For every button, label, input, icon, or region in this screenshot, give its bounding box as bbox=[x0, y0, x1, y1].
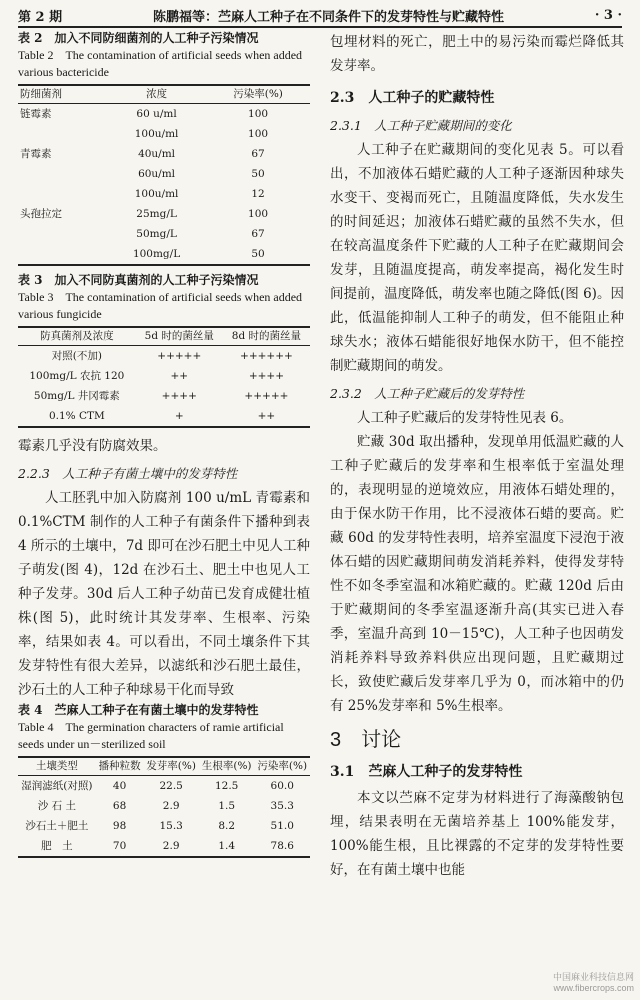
table-cell: 50mg/L 井冈霉素 bbox=[33, 390, 120, 402]
table-row bbox=[18, 184, 310, 204]
section-heading-3-1: 3.1 苎麻人工种子的发芽特性 bbox=[330, 764, 523, 780]
table-cell: 35.3 bbox=[270, 800, 294, 812]
paragraph: 人工胚乳中加入防腐剂 100 u/mL 青霉素和 0.1%CTM 制作的人工种子有菌条件下播种到表 4 所示的土壤中，7d 即可在沙石肥土中见人工种子萌发(图 4)，12d 在沙石土、肥土中也见人工种子发芽。30d 后人工种子幼苗已发育成健壮植株(图 5)，此时统计其发芽率、生根率、污染率，结果如表 4。可以看出，不同土壤条件下其发芽特性有很大差异，以滤纸和沙石肥土最佳，沙石土的人工种子种球易干化而导致 bbox=[18, 490, 310, 698]
table-row bbox=[18, 836, 310, 857]
table4-header-cell: 播种粒数 bbox=[96, 757, 144, 776]
table-cell: 100 bbox=[248, 108, 269, 120]
table-row bbox=[18, 796, 310, 816]
watermark bbox=[553, 972, 634, 994]
table-cell: 68 bbox=[112, 800, 127, 812]
table-cell: 15.3 bbox=[159, 820, 183, 832]
table-cell bbox=[18, 184, 107, 204]
table-cell: +++++ bbox=[157, 350, 202, 362]
table-cell: 50mg/L bbox=[136, 228, 177, 240]
table-cell: 98 bbox=[112, 820, 127, 832]
table-cell bbox=[18, 164, 107, 184]
table-cell bbox=[18, 224, 107, 244]
running-title: 陈鹏福等：苎麻人工种子在不同条件下的发芽特性与贮藏特性 bbox=[152, 9, 504, 25]
table2-header-cell: 污染率(%) bbox=[206, 85, 310, 104]
table-cell: 2.9 bbox=[143, 836, 199, 857]
section-heading-2-3: 2.3 人工种子的贮藏特性 bbox=[330, 90, 495, 106]
table3 bbox=[18, 326, 310, 428]
table-cell: 青霉素 bbox=[20, 148, 52, 160]
table4-caption-en: Table 4 The germination characters of ramie artificial seeds under un－sterilized soil bbox=[18, 720, 284, 751]
table-cell bbox=[18, 244, 107, 265]
paragraph: 贮藏 30d 取出播种，发现单用低温贮藏的人工种子贮藏后的发芽率和生根率低于室温处理的，表现明显的逆境效应，用液体石蜡处理的，由于保水防干作用，比不浸液体石蜡的要高。贮藏 60d 的发芽特性表明，培养室温度下浸泡于液体石蜡的因贮藏期间萌发消耗养料，使得发芽特性不如冬季室温和冰箱贮藏的。贮藏 120d 后由于贮藏期间的冬季室温逐渐升高(其实已进入春季，室温升高到 10－15℃)，人工种子也因萌发消耗养料导致养料供应出现问题，且贮藏期过长，致使贮藏后发芽率几乎为 0，而冰箱中的仍有 25%发芽率和 5%生根率。 bbox=[330, 434, 624, 714]
running-head bbox=[18, 4, 622, 28]
table4-caption-cn: 表 4 苎麻人工种子在有菌土壤中的发芽特性 bbox=[18, 703, 259, 717]
table-cell: 40u/ml bbox=[138, 148, 176, 160]
table-cell: ++ bbox=[170, 370, 189, 382]
table-cell: 50 bbox=[206, 244, 310, 265]
table-cell: 头孢拉定 bbox=[20, 208, 62, 220]
table-cell: 51.0 bbox=[270, 820, 294, 832]
table-cell: 1.5 bbox=[218, 800, 236, 812]
table-row bbox=[18, 366, 310, 386]
issue-number: 第 2 期 bbox=[18, 9, 63, 25]
table-cell: + bbox=[136, 406, 223, 427]
table-row bbox=[18, 224, 310, 244]
table-row bbox=[18, 386, 310, 406]
paragraph: 霉素几乎没有防腐效果。 bbox=[18, 438, 167, 454]
table-cell: 67 bbox=[251, 228, 265, 240]
table-cell: 70 bbox=[96, 836, 144, 857]
section-heading-3: 3 讨论 bbox=[330, 729, 402, 751]
table-cell: 60 u/ml bbox=[136, 108, 177, 120]
table-row bbox=[18, 346, 310, 367]
table4 bbox=[18, 756, 310, 858]
table-cell: 链霉素 bbox=[20, 108, 52, 120]
table4-header-cell: 污染率(%) bbox=[254, 757, 310, 776]
table-cell bbox=[18, 124, 107, 144]
table-cell: 40 bbox=[112, 780, 127, 792]
right-column bbox=[330, 30, 624, 882]
table2-header-row bbox=[18, 85, 310, 104]
table-row bbox=[18, 406, 310, 427]
table-cell: 湿润滤纸(对照) bbox=[21, 780, 93, 792]
table-row bbox=[18, 144, 310, 164]
section-heading-2-2-3: 2.2.3 人工种子有菌土壤中的发芽特性 bbox=[18, 466, 238, 481]
table-cell: 12.5 bbox=[214, 780, 239, 792]
table4-header-cell: 生根率(%) bbox=[199, 757, 255, 776]
watermark-site-name: 中国麻业科技信息网 bbox=[552, 972, 634, 982]
paragraph: 本文以苎麻不定芽为材料进行了海藻酸钠包埋，结果表明在无菌培养基上 100%能发芽，100%能生根，且比裸露的不定芽的发芽特性要好，在有菌土壤中也能 bbox=[330, 790, 624, 878]
table-cell: 2.9 bbox=[162, 800, 180, 812]
watermark-url: www.fibercrops.com bbox=[553, 983, 634, 993]
table4-header-cell: 土壤类型 bbox=[18, 757, 96, 776]
page-number: · 3 · bbox=[594, 7, 622, 23]
paragraph: 人工种子在贮藏期间的变化见表 5。可以看出，不加液体石蜡贮藏的人工种子逐渐因种球失水变干、变褐而死亡，且随温度降低，失水发生的时间延迟；加液体石蜡贮藏的虽然不失水，但在较高温度条件下贮藏的人工种子在贮藏期间会发芽，且随温度提高，萌发率提高，褐化发生时间提前，温度降低，萌发率也随之降低(图 6)。因此，低温能抑制人工种子的萌发，但不能阻止种球失水；液体石蜡能很好地保水防干，但不能控制贮藏期间的萌发。 bbox=[330, 142, 624, 374]
table3-header-cell: 8d 时的菌丝量 bbox=[223, 327, 310, 346]
section-heading-2-3-2: 2.3.2 人工种子贮藏后的发芽特性 bbox=[330, 386, 525, 401]
table-cell: ++++ bbox=[248, 370, 285, 382]
table-cell: 25mg/L bbox=[136, 208, 177, 220]
table-row bbox=[18, 164, 310, 184]
table-cell: 78.6 bbox=[254, 836, 310, 857]
table2-header-cell: 防细菌剂 bbox=[18, 85, 107, 104]
section-heading-2-3-1: 2.3.1 人工种子贮藏期间的变化 bbox=[330, 118, 512, 133]
table-cell: 100u/ml bbox=[134, 188, 179, 200]
table-row bbox=[18, 244, 310, 265]
table2-header-cell: 浓度 bbox=[107, 85, 206, 104]
table-cell: 100mg/L bbox=[107, 244, 206, 265]
table2 bbox=[18, 84, 310, 266]
table-row bbox=[18, 776, 310, 797]
table-cell: 100 bbox=[248, 128, 269, 140]
table-cell: 100 bbox=[248, 208, 269, 220]
table2-caption-cn: 表 2 加入不同防细菌剂的人工种子污染情况 bbox=[18, 31, 259, 45]
table-row bbox=[18, 204, 310, 224]
table-cell: 100mg/L 农抗 120 bbox=[29, 370, 125, 382]
table-cell: 8.2 bbox=[218, 820, 236, 832]
table-cell: 沙石土＋肥土 bbox=[25, 820, 89, 832]
table-cell: 22.5 bbox=[159, 780, 183, 792]
left-column bbox=[18, 30, 310, 864]
table-cell: 肥 土 bbox=[18, 836, 96, 857]
table-cell: 1.4 bbox=[199, 836, 255, 857]
table-cell: ++++ bbox=[161, 390, 197, 402]
table3-caption-en: Table 3 The contamination of artificial seeds when added various fungicide bbox=[18, 290, 303, 321]
table-cell: 100u/ml bbox=[134, 128, 179, 140]
table-cell: 50 bbox=[251, 168, 265, 180]
paragraph: 包埋材料的死亡，肥土中的易污染而霉烂降低其发芽率。 bbox=[330, 34, 624, 74]
table-cell: 12 bbox=[251, 188, 265, 200]
table-cell: 67 bbox=[251, 148, 265, 160]
table2-caption-en: Table 2 The contamination of artificial seeds when added various bactericide bbox=[18, 48, 303, 79]
table3-header-cell: 防真菌剂及浓度 bbox=[18, 327, 136, 346]
table-cell: 对照(不加) bbox=[51, 350, 102, 362]
table-cell: 60u/ml bbox=[138, 168, 176, 180]
table-cell: 沙 石 土 bbox=[37, 800, 76, 812]
table3-caption-cn: 表 3 加入不同防真菌剂的人工种子污染情况 bbox=[18, 273, 259, 287]
table-cell: 60.0 bbox=[270, 780, 294, 792]
table-row bbox=[18, 816, 310, 836]
table-cell: ++ bbox=[223, 406, 310, 427]
paragraph: 人工种子贮藏后的发芽特性见表 6。 bbox=[357, 410, 573, 426]
table-cell: 0.1% CTM bbox=[18, 406, 136, 427]
table-cell: ++++++ bbox=[240, 350, 293, 362]
table4-header-row bbox=[18, 757, 310, 776]
table-row bbox=[18, 104, 310, 125]
table-cell: +++++ bbox=[244, 390, 289, 402]
table-row bbox=[18, 124, 310, 144]
table4-header-cell: 发芽率(%) bbox=[143, 757, 199, 776]
table3-header-cell: 5d 时的菌丝量 bbox=[136, 327, 223, 346]
table3-header-row bbox=[18, 327, 310, 346]
